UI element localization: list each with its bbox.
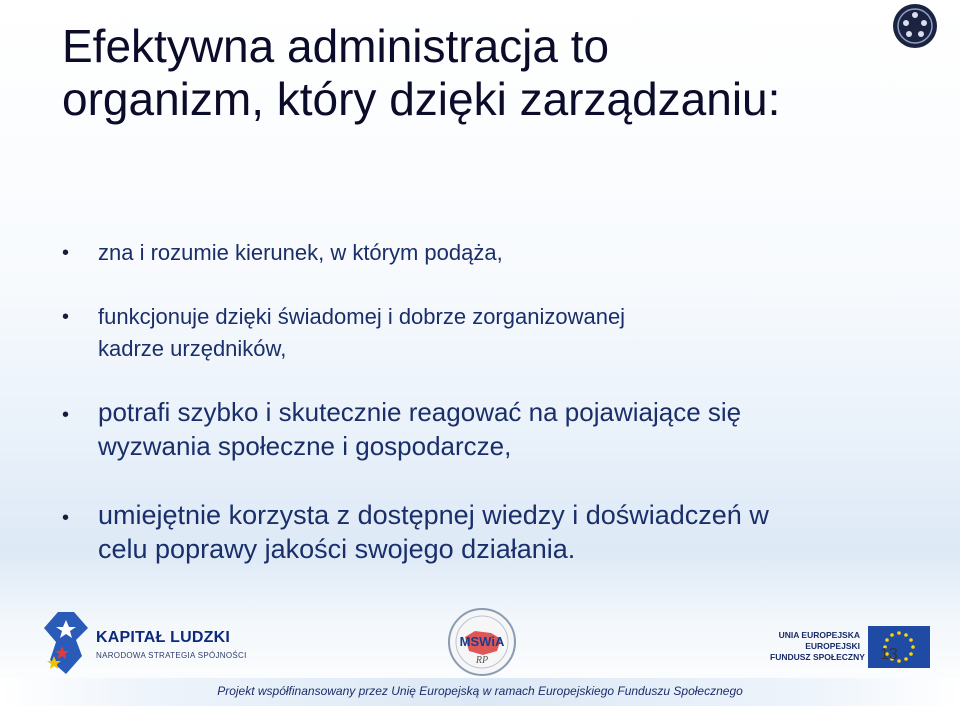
bullet-text: wyzwania społeczne i gospodarcze, [98, 431, 512, 461]
bullet-text: potrafi szybko i skutecznie reagować na pojawiające się [98, 397, 742, 427]
bullet-dot-icon: • [62, 242, 70, 264]
mswia-sub: RP [475, 655, 489, 666]
kapital-ludzki-subtitle: NARODOWA STRATEGIA SPÓJNOŚCI [96, 651, 247, 660]
bullet-dot-icon: • [62, 306, 70, 328]
slide-number: 13 [880, 646, 898, 663]
bullet-list [58, 238, 918, 566]
bullet-dot-icon: • [62, 404, 70, 426]
footer-text: Projekt współfinansowany przez Unię Europejską w ramach Europejskiego Funduszu Społecznego [217, 684, 743, 698]
slide-title-line: organizm, który dzięki zarządzaniu: [62, 73, 781, 125]
slide-title [62, 20, 902, 126]
bullet-text: celu poprawy jakości swojego działania. [98, 534, 576, 564]
eu-fund-line: EUROPEJSKI [805, 641, 860, 651]
bullet-text: funkcjonuje dzięki świadomej i dobrze zorganizowanej [98, 304, 626, 329]
mswia-emblem [447, 607, 517, 677]
bullet-item [58, 498, 918, 566]
slide-title-line: Efektywna administracja to [62, 20, 610, 72]
kapital-ludzki-logo-icon [44, 612, 88, 674]
kapital-ludzki-title: KAPITAŁ LUDZKI [96, 629, 231, 646]
bullet-text: umiejętnie korzysta z dostępnej wiedzy i doświadczeń w [98, 500, 769, 530]
bullet-item [58, 238, 918, 268]
eu-fund-line: FUNDUSZ SPOŁECZNY [770, 652, 865, 662]
mswia-label: MSWiA [459, 634, 505, 649]
bullet-text: kadrze urzędników, [98, 336, 287, 361]
bullet-item [58, 395, 918, 463]
bullet-dot-icon: • [62, 507, 70, 529]
bullet-text: zna i rozumie kierunek, w którym podąża, [98, 240, 503, 265]
eu-flag-icon [868, 626, 930, 668]
eu-fund-label [770, 630, 865, 663]
eu-fund-line: UNIA EUROPEJSKA [778, 630, 860, 640]
bullet-item [58, 301, 918, 365]
